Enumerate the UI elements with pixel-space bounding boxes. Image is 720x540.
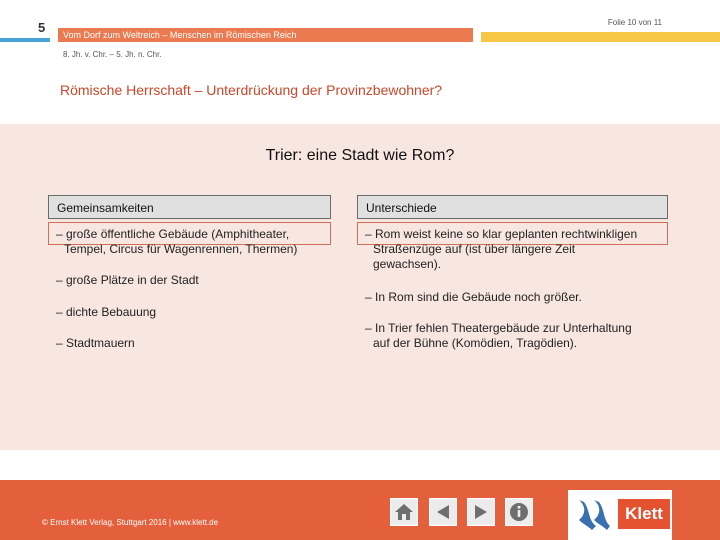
list-item: – Rom weist keine so klar geplanten rechtwinkligen Straßenzüge auf (ist über längere Zeit gewachsen). — [365, 227, 638, 271]
info-icon — [509, 502, 529, 522]
klett-emblem-icon — [574, 496, 614, 534]
previous-icon — [434, 503, 452, 521]
previous-slide-button[interactable] — [429, 498, 457, 526]
series-title-bar — [58, 28, 473, 42]
list-item: – In Trier fehlen Theatergebäude zur Unterhaltung auf der Bühne (Komödien, Tragödien). — [365, 321, 632, 350]
list-item: – große öffentliche Gebäude (Amphitheater, Tempel, Circus für Wagenrennen, Thermen) — [56, 227, 298, 256]
home-button[interactable] — [390, 498, 418, 526]
accent-bar-yellow — [481, 32, 720, 42]
epoch-label: 8. Jh. v. Chr. – 5. Jh. n. Chr. — [63, 50, 162, 59]
page-title: Römische Herrschaft – Unterdrückung der Provinzbewohner? — [60, 82, 443, 98]
home-icon — [393, 502, 415, 522]
list-item: – In Rom sind die Gebäude noch größer. — [365, 290, 582, 304]
accent-bar-blue — [0, 38, 50, 42]
list-item: – große Plätze in der Stadt — [56, 273, 199, 287]
footer — [0, 480, 720, 540]
content-panel — [0, 124, 720, 450]
copyright: © Ernst Klett Verlag, Stuttgart 2016 | www.klett.de — [42, 518, 219, 527]
next-slide-button[interactable] — [467, 498, 495, 526]
slide-counter: Folie 10 von 11 — [607, 18, 662, 27]
table-header-similarities: Gemeinsamkeiten — [48, 195, 331, 219]
list-item: – Stadtmauern — [56, 336, 135, 350]
klett-logo — [568, 490, 672, 540]
next-icon — [472, 503, 490, 521]
list-item: – dichte Bebauung — [56, 305, 157, 319]
slide-number: 5 — [38, 20, 46, 35]
info-button[interactable] — [505, 498, 533, 526]
content-title: Trier: eine Stadt wie Rom? — [265, 147, 455, 164]
table-header-differences: Unterschiede — [357, 195, 668, 219]
series-title: Vom Dorf zum Weltreich – Menschen im Römischen Reich — [63, 30, 297, 40]
klett-logo-text: Klett — [618, 499, 670, 529]
